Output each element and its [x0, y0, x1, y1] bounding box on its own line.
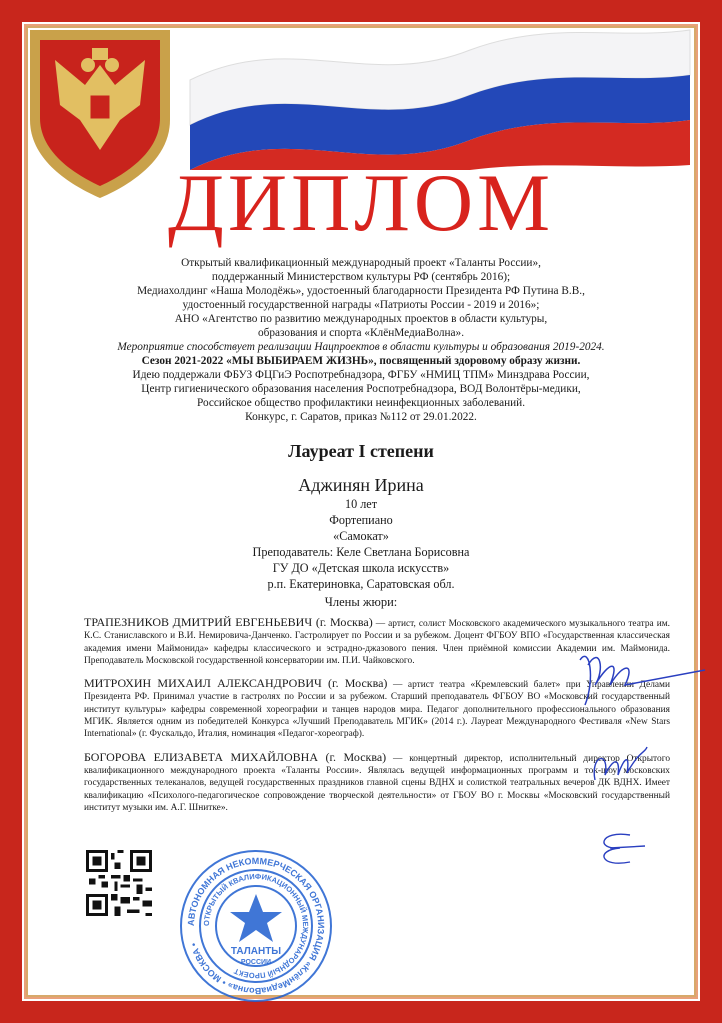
season-line: Сезон 2021-2022 «МЫ ВЫБИРАЕМ ЖИЗНЬ», посвященный здоровому образу жизни.: [141, 355, 581, 367]
intro-line: Открытый квалификационный международный проект «Таланты России»,: [181, 257, 541, 269]
svg-text:ТАЛАНТЫ: ТАЛАНТЫ: [230, 946, 282, 957]
intro-line: АНО «Агентство по развитию международных проектов в области культуры,: [174, 313, 548, 325]
signature-image: [540, 640, 710, 710]
award-degree: Лауреат I степени: [288, 441, 434, 461]
jury-title: Члены жюри:: [324, 595, 398, 609]
jury-member: [84, 751, 670, 814]
intro-text: [90, 256, 632, 424]
intro-line: Российское общество профилактики неинфекционных заболеваний.: [196, 397, 526, 409]
jury-member-bio: — концертный директор, исполнительный директор Открытого квалификационного международного проекта «Таланты России». Являлась ведущей информационных программ и ток-шоу московских государственных телеканалов, ведущей государственных праздников главной сцены ВДНХ и солисткой театральных вечеров ДК ВДНХ. Имеет квалификацию «Психолого-педагогическое сопровождение творческой деятельности» от ГБОУ ВО г. Москвы «Московский государственный институт музыки им. А.Г. Шнитке».: [84, 753, 671, 813]
svg-text:АВТОНОМНАЯ НЕКОММЕРЧЕСКАЯ ОРГА: АВТОНОМНАЯ НЕКОММЕРЧЕСКАЯ ОРГАНИЗАЦИЯ «КлёнМедиаВолна» • МОСКВА •: [185, 855, 327, 997]
jury-member-name: БОГОРОВА ЕЛИЗАВЕТА МИХАЙЛОВНА (г. Москва): [84, 749, 387, 764]
intro-line: образования и спорта «КлёнМедиаВолна».: [257, 327, 465, 339]
participant-teacher: Преподаватель: Келе Светлана Борисовна: [252, 545, 470, 559]
signature-image: [590, 830, 650, 870]
svg-text:ОТКРЫТЫЙ КВАЛИФИКАЦИОННЫЙ МЕЖД: ОТКРЫТЫЙ КВАЛИФИКАЦИОННЫЙ МЕЖДУНАРОДНЫЙ ПРОЕКТ: [201, 871, 311, 981]
participant-age: 10 лет: [344, 497, 378, 511]
intro-line: Конкурс, г. Саратов, приказ №112 от 29.01.2022.: [245, 411, 477, 423]
signature-image: [585, 745, 655, 785]
jury-member-bio: — артист, солист Московского академического музыкального театра им. К.С. Станиславского и В.И. Немировича-Данченко. Гастролирует по России и за рубежом. Доцент ФГБОУ ВПО «Государственная классическая академия имени Маймонида» кафедры классического и эстрадно-джазового пения. Член приёмной комиссии Академии им. Маймонида. Преподаватель Московской государственной консерватории им. П.И. Чайковского.: [84, 619, 670, 666]
svg-text:РОССИИ: РОССИИ: [240, 959, 272, 966]
diploma-title: ДИПЛОМ: [167, 157, 555, 248]
russian-flag-image: [170, 20, 702, 170]
intro-line: Центр гигиенического образования населения Роспотребнадзора, ВОД Волонтёры-медики,: [141, 383, 581, 395]
intro-line: Медиахолдинг «Наша Молодёжь», удостоенный благодарности Президента РФ Путина В.В.,: [137, 285, 585, 297]
qr-code-image: [86, 850, 152, 916]
stamp-seal-image: [176, 846, 336, 1006]
participant-name: Аджинян Ирина: [298, 475, 424, 495]
intro-line: Идею поддержали ФБУЗ ФЦГиЭ Роспотребнадзора, ФГБУ «НМИЦ ТПМ» Минздрава России,: [132, 369, 590, 381]
participant-work: «Самокат»: [333, 529, 389, 543]
participant-school: ГУ ДО «Детская школа искусств»: [272, 561, 450, 575]
jury-member-name: МИТРОХИН МИХАИЛ АЛЕКСАНДРОВИЧ (г. Москва): [84, 676, 388, 691]
participant-nomination: Фортепиано: [329, 513, 393, 527]
intro-line-italic: Мероприятие способствует реализации Нацпроектов в области культуры и образования 2019-2024.: [117, 341, 605, 353]
jury-member-name: ТРАПЕЗНИКОВ ДМИТРИЙ ЕВГЕНЬЕВИЧ (г. Москва): [84, 615, 373, 629]
intro-line: поддержанный Министерством культуры РФ (сентябрь 2016);: [211, 271, 511, 283]
participant-location: р.п. Екатериновка, Саратовская обл.: [267, 577, 455, 591]
jury-member-bio: — артист театра «Кремлевский балет» при Управлении Делами Президента РФ. Принимал участие в гастролях по России и за рубежом. Старший преподаватель ФГБОУ ВО «Московский государственный институт культуры» кафедры современной хореографии и танцев народов мира. Педагог дополнительного профессионального образования МГИК. Является одним из победителей Конкурса «Лучший Преподаватель МГИК» (2014 г.). Лауреат Международного Фестиваля «New Stars International» (г. Фускальдо, Италия, номинация «Педагог-хореограф).: [84, 680, 670, 740]
intro-line: удостоенный государственной награды «Патриоты России - 2019 и 2016»;: [182, 299, 540, 311]
participant-info: [0, 474, 722, 592]
